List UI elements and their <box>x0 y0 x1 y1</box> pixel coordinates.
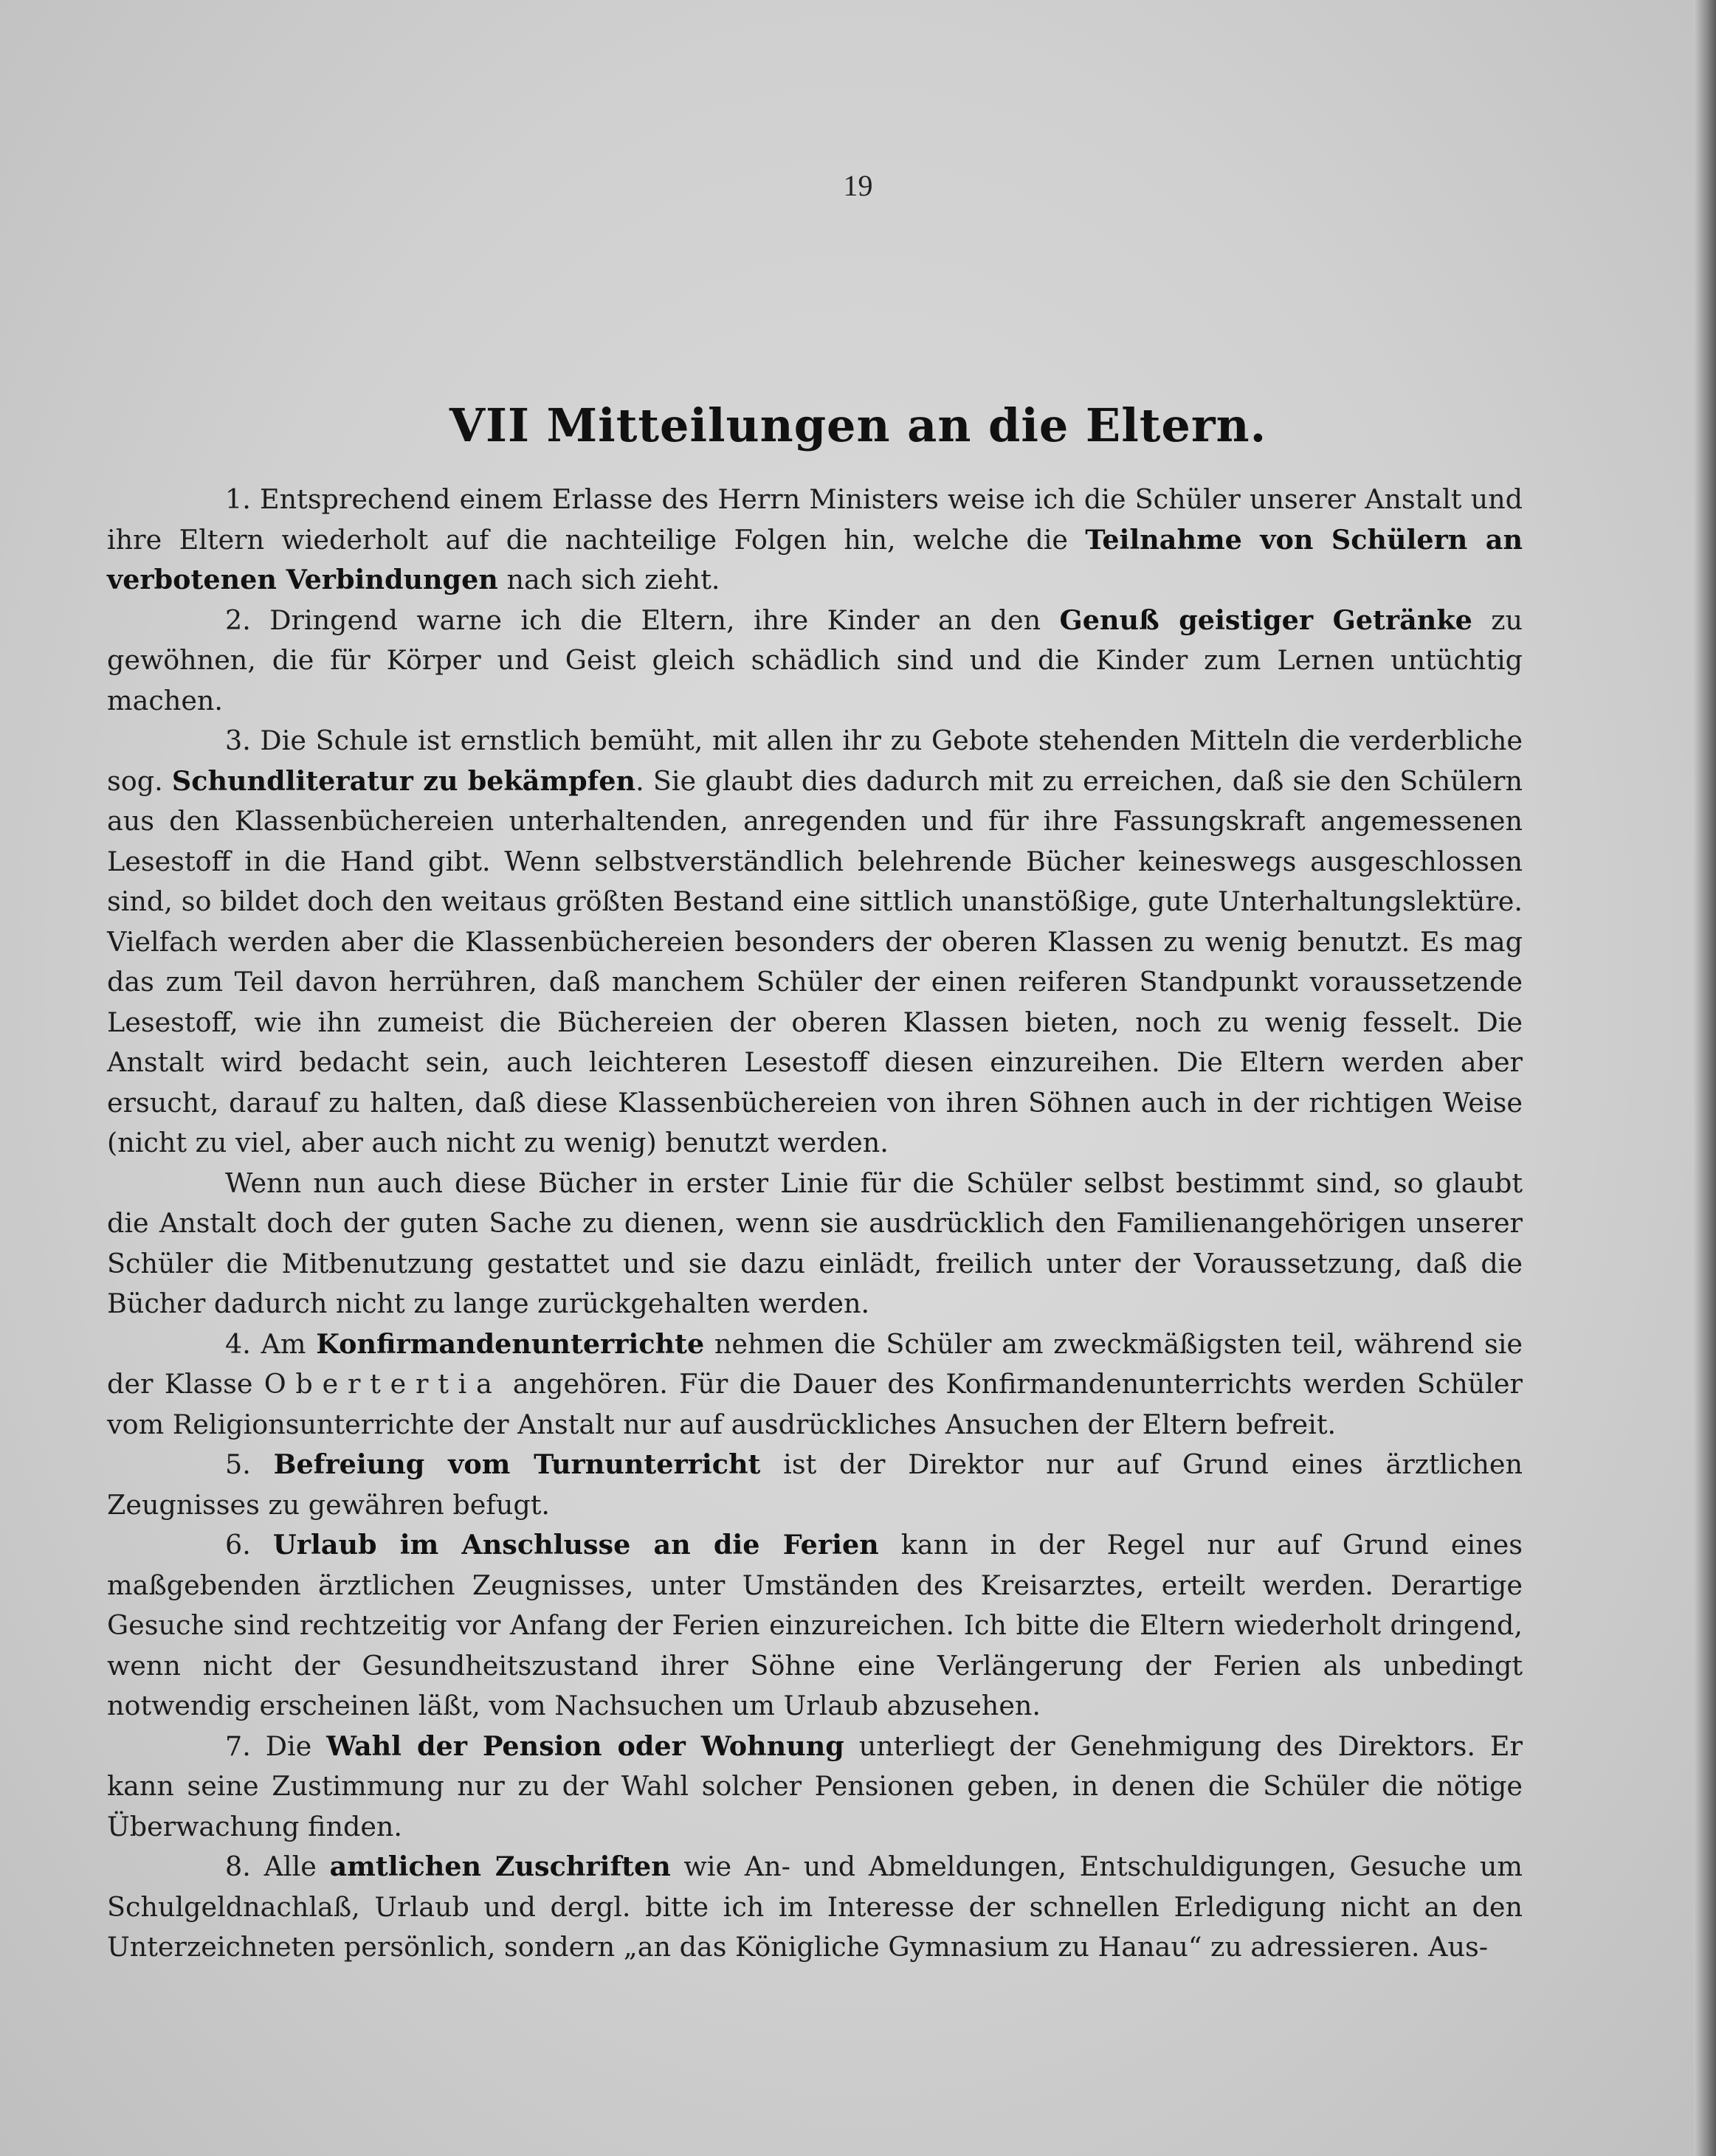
paragraph-6 <box>107 1525 1523 1727</box>
bold-term: Teilnahme von Schülern an verbotenen Verbindungen <box>107 523 1523 595</box>
paragraph-text: kann in der Regel nur auf Grund eines maßgebenden ärztlichen Zeugnisses, unter Umständen des Kreisarztes, erteilt werden. Derartige Gesuche sind rechtzeitig vor Anfang der Ferien einzureichen. Ich bitte die Eltern wiederholt dringend, wenn nicht der Gesundheitszustand ihrer Söhne eine Verlängerung der Ferien als unbedingt notwendig erscheinen läßt, vom Nachsuchen um Urlaub abzusehen. <box>107 1529 1523 1721</box>
paragraph-text: 1. Entsprechend einem Erlasse des Herrn Ministers weise ich die Schüler unserer Anstalt und ihre Eltern wiederholt auf die nachteilige Folgen hin, welche die <box>107 483 1523 556</box>
paragraph-text: Wenn nun auch diese Bücher in erster Linie für die Schüler selbst bestimmt sind, so glaubt die Anstalt doch der guten Sache zu dienen, wenn sie ausdrücklich den Familienangehörigen unserer Schüler die Mitbenutzung gestattet und sie dazu einlädt, freilich unter der Voraussetzung, daß die Bücher dadurch nicht zu lange zurückgehalten werden. <box>107 1167 1523 1319</box>
paragraph-3-continued <box>107 1164 1523 1324</box>
bold-term: Konfirmandenunterrichte <box>316 1327 705 1360</box>
paragraph-text: 6. <box>225 1529 273 1561</box>
paragraph-text: 4. Am <box>225 1327 317 1360</box>
paragraph-3 <box>107 721 1523 1164</box>
bold-term: Genuß geistiger Getränke <box>1059 604 1472 636</box>
paragraph-text: unterliegt der Genehmigung des Direktors. Er kann seine Zustimmung nur zu der Wahl solcher Pensionen geben, in denen die Schüler die nötige Überwachung finden. <box>107 1730 1523 1842</box>
paragraph-text: 5. <box>225 1448 274 1480</box>
paragraph-5 <box>107 1445 1523 1525</box>
paragraph-text: 2. Dringend warne ich die Eltern, ihre Kinder an den <box>225 604 1060 636</box>
paragraph-text: angehören. Für die Dauer des Konfirmandenunterrichts werden Schüler vom Religionsunterrichte der Anstalt nur auf ausdrückliches Ansuchen der Eltern befreit. <box>107 1368 1523 1440</box>
paragraph-4 <box>107 1324 1523 1445</box>
paragraph-2 <box>107 601 1523 722</box>
paragraph-text: nehmen die Schüler am zweckmäßigsten teil, während sie der Klasse <box>107 1327 1523 1400</box>
paragraph-text: zu gewöhnen, die für Körper und Geist gleich schädlich sind und die Kinder zum Lernen untüchtig machen. <box>107 604 1523 716</box>
paragraph-text: nach sich zieht. <box>497 564 720 595</box>
page-edge-shadow <box>1694 0 1716 2156</box>
paragraph-text: wie An- und Abmeldungen, Entschuldigungen, Gesuche um Schulgeldnachlaß, Urlaub und dergl. bitte ich im Interesse der schnellen Erledigung nicht an den Unterzeichneten persönlich, sondern „an das Königliche Gymnasium zu Hanau“ zu adressieren. Aus- <box>107 1851 1523 1963</box>
section-title: VII Mitteilungen an die Eltern. <box>449 398 1267 452</box>
paragraph-text: 3. Die Schule ist ernstlich bemüht, mit allen ihr zu Gebote stehenden Mitteln die verderbliche sog. <box>107 725 1523 797</box>
bold-term: Befreiung vom Turnunterricht <box>273 1448 761 1480</box>
paragraph-text: 8. Alle <box>225 1851 330 1882</box>
bold-term: Urlaub im Anschlusse an die Ferien <box>272 1529 879 1561</box>
paragraph-1 <box>107 480 1523 601</box>
page-number: 19 <box>843 169 873 202</box>
bold-term: amtlichen Zuschriften <box>329 1851 671 1882</box>
paragraph-text: . Sie glaubt dies dadurch mit zu erreichen, daß sie den Schülern aus den Klassenbüchereien unterhaltenden, anregenden und für ihre Fassungskraft angemessenen Lesestoff in die Hand gibt. Wenn selbstverständlich belehrende Bücher keineswegs ausgeschlossen sind, so bildet doch den weitaus größten Bestand eine sittlich unanstößige, gute Unterhaltungslektüre. Vielfach werden aber die Klassenbüchereien besonders der oberen Klassen zu wenig benutzt. Es mag das zum Teil davon herrühren, daß manchem Schüler der einen reiferen Standpunkt voraussetzende Lesestoff, wie ihn zumeist die Büchereien der oberen Klassen bieten, noch zu wenig fesselt. Die Anstalt wird bedacht sein, auch leichteren Lesestoff diesen einzureihen. Die Eltern werden aber ersucht, darauf zu halten, daß diese Klassenbüchereien von ihren Söhnen auch in der richtigen Weise (nicht zu viel, aber auch nicht zu wenig) benutzt werden. <box>107 764 1523 1158</box>
paragraph-7 <box>107 1727 1523 1848</box>
spaced-term: Obertertia <box>263 1368 502 1400</box>
paragraph-8 <box>107 1847 1523 1968</box>
paragraph-text: 7. Die <box>225 1730 327 1762</box>
bold-term: Schundliteratur zu bekämpfen <box>171 764 636 797</box>
body-text <box>107 480 1523 1968</box>
paragraph-text: ist der Direktor nur auf Grund eines ärztlichen Zeugnisses zu gewähren befugt. <box>107 1448 1523 1521</box>
bold-term: Wahl der Pension oder Wohnung <box>326 1730 844 1762</box>
